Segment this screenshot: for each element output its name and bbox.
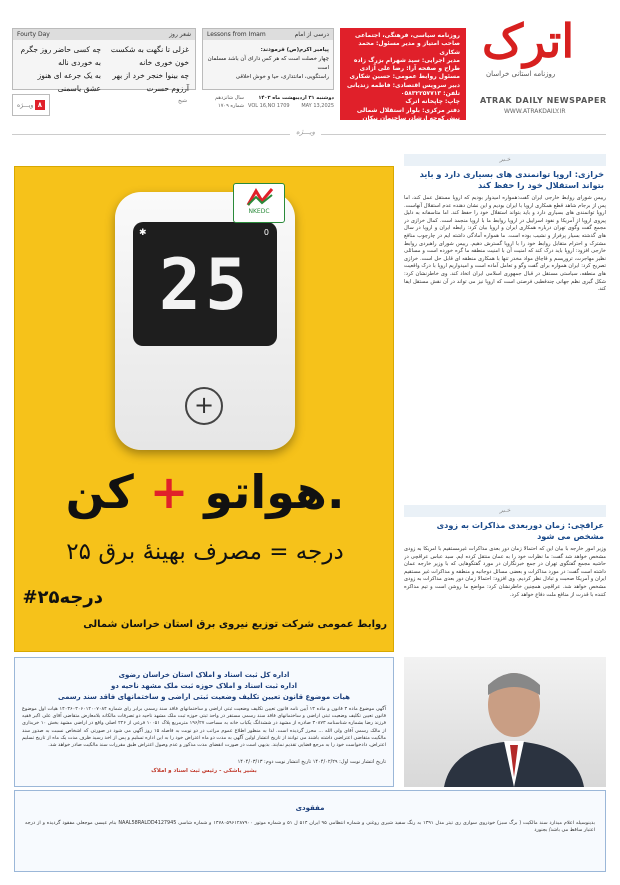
issue-label: شماره ۱۷۰۹	[218, 103, 244, 109]
poem-line: چه بینوا خنجر خرد از بهر آرزوم حسرت	[112, 71, 189, 93]
article-title: خرازی: اروپا توانمندی های بسیاری دارد و باید بتواند استقلال خود را حفظ کند	[419, 169, 604, 190]
vol: VOL 16,NO 1709	[248, 103, 290, 109]
info-box	[340, 28, 466, 131]
notice-title: اداره کل ثبت اسناد و املاک استان خراسان رضوی	[118, 671, 290, 679]
lessons-label: Lessons from Imam	[207, 31, 266, 38]
info-line: چاپ: چاپخانه اترک	[405, 98, 460, 106]
poem-box	[12, 28, 196, 104]
notice-dates: تاریخ انتشار نوبت اول: ۱۴۰۴/۰۲/۲۹ تاریخ انتشار نوبت دوم: ۱۴۰۴/۰۳/۱۳	[237, 759, 386, 765]
date-en: MAY 13,2025	[301, 103, 334, 109]
temperature-display: 25	[158, 244, 252, 326]
advertisement	[14, 166, 394, 652]
logo: اترک	[482, 14, 575, 68]
info-line: روزنامه سیاسی، فرهنگی، اجتماعی	[355, 32, 460, 39]
portrait-photo	[404, 657, 606, 787]
snow-icon: ✱	[139, 228, 147, 238]
imam-line: چهار خصلت است که هر کس دارای آن باشد مسلمان است	[207, 56, 329, 71]
article-body: رییس شورای روابط خارجی ایران گفت:همواره امیدوار بودیم که اروپا مستقل عمل کند، اما پس از برجام شاهد قطع همکاری اروپا با ایران بودیم و این نشان دهنده عدم استقلال آنهاست. اروپا توانمندی های بسیاری دارد و باید بتواند استقلال خود را حفظ کند. اما متاسفانه به دلیل پیروی اروپا از آمریکا و نفوذ اسراییل در اروپا روابط ما با اروپا منجمد است. کمال خرازی در مجمع گفت وگوی تهران درباره همکاری ایران و اروپا بیان کرد: رابطه ایران و اروپا در سال های گذشته بسیار پرفراز و نشیب بوده است. ما همواره آمادگی داشته ایم در چارچوب منافع مشترک و احترام متقابل روابط خود را با اروپا گسترش دهیم. رییس شورای راهبردی روابط خارجی افزود: اروپا باید درک کند که امنیت آن با امنیت منطقه ما گره خورده است و مسائلی نظیر مهاجرت، تروریسم و قاچاق مواد مخدر تنها با همکاری منطقه ای قابل حل است. خرازی تصریح کرد: ایران همواره برای گفت وگو و تعامل آماده است و امیدواریم اروپا با درک واقعیت های منطقه، سیاستی مستقل در قبال جمهوری اسلامی ایران اتخاذ کند. وی خاطرنشان کرد: شکل گیری نظم جهانی چندقطبی فرصتی است که اروپا نیز می تواند در آن نقش مستقل ایفا کند.	[404, 195, 606, 293]
poet: شیخ	[178, 98, 187, 104]
lost-notice	[14, 790, 606, 872]
person-icon	[404, 657, 606, 787]
slogan-plus: +	[149, 465, 189, 519]
notice-title: اداره ثبت اسناد و املاک حوزه ثبت ملک مشهد ناحیه دو	[110, 682, 298, 690]
thermostat-screen	[133, 222, 277, 346]
ad-footer: روابط عمومی شرکت توزیع نیروی برق استان خراسان شمالی	[83, 619, 387, 630]
badge-text: NKEDC	[248, 208, 270, 215]
masthead	[0, 0, 620, 140]
notice-title: هیات موضوع قانون تعیین تکلیف وضعیت ثبتی اراضی و ساختمانهای فاقد سند رسمی	[58, 693, 350, 701]
imam-line: راستگویی، امانتداری، حیا و خوش اخلاقی	[235, 74, 329, 80]
fortyday-label: Fourty Day	[17, 31, 50, 38]
article-body: وزیر امور خارجه با بیان این که احتمالا زمان دور بعدی مذاکرات غیرمستقیم با آمریکا به زودی مشخص خواهد شد گفت: ما نظرات خود را به عمان منتقل کرده ایم. سید عباس عراقچی در حاشیه مجمع گفتگوی تهران در جمع خبرنگاران در مورد گفتگوهایی که با وزیر خارجه عمان داشته است گفت: در مورد مذاکرات و بعضی مسائل دوجانبه و منطقه و مذاکرات غیر مستقیم ایران و آمریکا صحبت و تبادل نظر کردیم. وی افزود: احتمالا زمان دور بعدی مذاکرات به زودی مشخص خواهد شد. عراقچی همچنین خاطرنشان کرد: مواضع ما روشن است و تیم مذاکره کننده با قدرت از منافع ملت دفاع خواهد کرد.	[404, 546, 606, 598]
ad-hashtag: #۲۵درجه	[22, 587, 103, 608]
article-title: عراقچی: زمان دوربعدی مذاکرات به زودی مشخص می شود	[436, 520, 604, 541]
info-line: تلفن: ۰۵۸۳۲۲۵۷۷۱۳	[400, 90, 460, 98]
info-line: مدیر اجرایی: سید شهرام بزرگ زاده	[353, 56, 460, 64]
notice-signature: بشیر یاشکی - رئیس ثبت اسناد و املاک	[151, 768, 257, 774]
slogan-part: کن.	[65, 465, 345, 519]
imam-label: درسی از امام	[294, 31, 329, 38]
imam-box	[202, 28, 334, 90]
ad-subline: ۲۵ درجه = مصرف بهینهٔ برق	[66, 539, 344, 565]
info-line: دفتر مرکزی: بلوار استقلال شمالی	[356, 106, 460, 114]
notice-body: آگهی موضوع ماده ۳ قانون و ماده ۱۳ آیین نامه قانون تعیین تکلیف وضعیت ثبتی اراضی و ساختمانهای فاقد سند رسمی برابر رای شماره ۱۴۰۳۶۰۳۰۶۰۱۲۰۰۷۰۸۴ هیات اول موضوع قانون تعیین تکلیف وضعیت ثبتی اراضی و ساختمانهای فاقد سند رسمی مستقر در واحد ثبتی حوزه ثبت ملک مشهد ناحیه دو تصرفات مالکانه بلامعارض متقاضی آقای علی اکبر فقیه فرزند رضا بشماره شناسنامه ۳۰۸۷۳ صادره از مشهد در ششدانگ یکباب خانه به مساحت ۱۹۶/۲۷ مترمربع پلاک ۱۰۰۵۱ فرعی از ۲۲۶ اصلی واقع در اراضی مشهد بخش ۱۰ خریداری از مالک رسمی آقای ولی الله ... محرز گردیده است. لذا به منظور اطلاع عموم مراتب در دو نوبت به فاصله ۱۵ روز آگهی می شود در صورتی که اشخاص نسبت به صدور سند مالکیت متقاضی اعتراضی داشته باشند می توانند از تاریخ انتشار اولین آگهی به مدت دو ماه اعتراض خود را به این اداره تسلیم و پس از اخذ رسید ظرف مدت یک ماه از تاریخ تسلیم اعتراض، دادخواست خود را به مرجع قضایی تقدیم نمایند. بدیهی است در صورت انقضای مدت مذکور و عدم وصول اعتراض طبق مقررات سند مالکیت صادر خواهد شد.	[22, 706, 386, 749]
paper-name-en: ATRAK DAILY NEWSPAPER	[480, 96, 607, 105]
notice-title: مفقودی	[295, 804, 325, 812]
page-label: ویـــژه	[17, 101, 34, 109]
info-line: نبش کوچه ارشاد، ساختمان نیکان طبقه چهارم	[362, 114, 460, 131]
page-number: ۸	[35, 100, 45, 110]
year-label: سال شانزدهم	[215, 95, 244, 101]
info-line: دبیر سرویس اقتصادی: فاطمه زندیانی	[346, 81, 460, 89]
website: WWW.ATRAKDAILY.IR	[504, 108, 566, 115]
date-strip	[12, 94, 334, 122]
notice-body: بدینوسیله اعلام میدارد سند مالکیت ( برگ سبز) خودروی سواری ری تیتر مدل ۱۳۹۱ به رنگ سفید شیری روغنی و شماره انتظامی ۹۵ ایران ۵۱۴ ل ۵۱ و شماره موتور ۱۴۷۸۰۵۹۶۱۲۸۷۹۰۰ و شماره شاسی NAAL58RALDD4127945 بنام عیسی موجعلی مفقود گردیده و از درجه اعتبار ساقط می باشد/ بجنورد	[25, 820, 595, 834]
info-line: طراح و صفحه آرا: رضا علی آزادی	[359, 65, 460, 73]
section-tag: خـبر	[404, 505, 606, 517]
poem-line: چه کسی حاضر روز جگرم به خوردی ناله	[20, 45, 101, 67]
date-fa: دوشنبه ۳۱ اردیبهشت ماه ۱۴۰۳	[258, 95, 334, 101]
section-label: ویـــژه	[290, 128, 321, 136]
shereruz-label: شعر روز	[169, 31, 191, 38]
thermostat-image	[115, 192, 295, 450]
logo-small: روزنامه استانی خراسان	[486, 70, 556, 78]
slogan-part: هواتو	[204, 465, 327, 519]
logo-block	[476, 10, 612, 120]
info-line: مسئول روابط عمومی: حسین شکاری	[349, 73, 460, 81]
poem-line: به یک جرعه ای هنوز عشق یاسمنی	[37, 71, 101, 93]
info-line: صاحب امتیاز و مدیر مسئول: محمد شکاری	[358, 40, 460, 56]
legal-notice	[14, 657, 394, 787]
company-logo	[233, 183, 285, 223]
poem-line: غزلی تا نگهت به شکست خون خوری خانه	[110, 45, 189, 67]
nkedc-logo-icon	[246, 187, 274, 207]
ad-slogan	[15, 465, 394, 519]
section-tag: خـبر	[404, 154, 606, 166]
power-indicator: 0	[263, 228, 269, 237]
right-column	[404, 154, 606, 664]
plus-button-icon: +	[185, 387, 223, 425]
imam-heading: پیامبر اکرم(ص) فرمودند:	[260, 47, 329, 53]
